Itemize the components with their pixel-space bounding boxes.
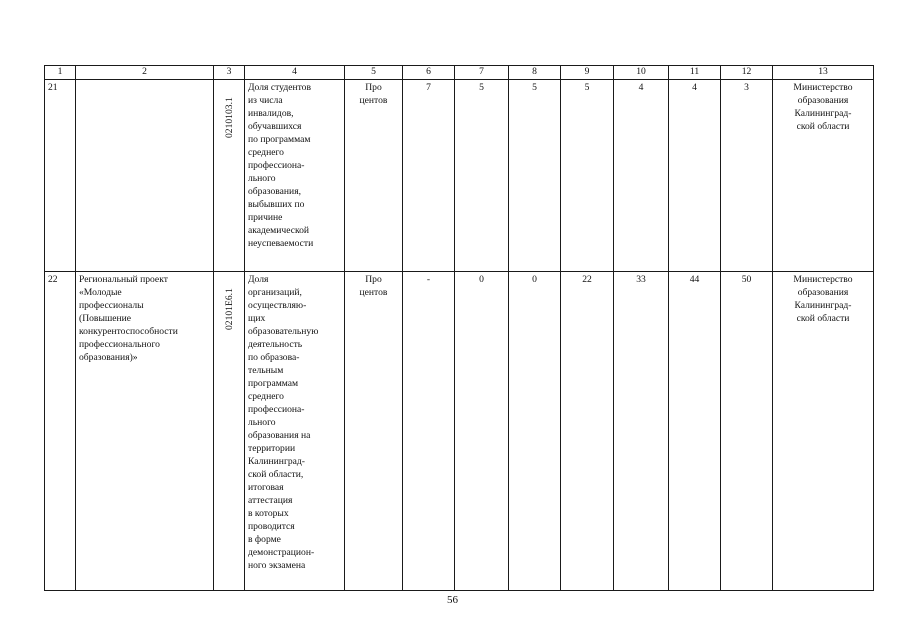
indicator-value: 0 <box>455 272 509 591</box>
indicator-value: 7 <box>403 80 455 272</box>
indicator-value: - <box>403 272 455 591</box>
column-header: 8 <box>509 66 561 80</box>
indicator-value: 22 <box>561 272 614 591</box>
indicator-table <box>44 65 874 591</box>
code-cell <box>214 272 245 591</box>
column-header: 9 <box>561 66 614 80</box>
indicator-value: 3 <box>721 80 773 272</box>
column-header: 5 <box>345 66 403 80</box>
indicator-value: 0 <box>509 272 561 591</box>
indicator-value: 4 <box>614 80 669 272</box>
page-number: 56 <box>447 594 458 606</box>
table-row <box>45 272 874 591</box>
indicator-value: 50 <box>721 272 773 591</box>
column-header: 11 <box>669 66 721 80</box>
column-header: 12 <box>721 66 773 80</box>
responsible-body: Министерство образования Калининград- ской области <box>773 272 874 591</box>
row-number: 22 <box>45 272 76 591</box>
indicator-value: 4 <box>669 80 721 272</box>
indicator-value: 5 <box>455 80 509 272</box>
column-header: 13 <box>773 66 874 80</box>
row-number: 21 <box>45 80 76 272</box>
project-name <box>76 80 214 272</box>
code-cell <box>214 80 245 272</box>
unit-of-measure: Про центов <box>345 80 403 272</box>
project-name: Региональный проект «Молодые профессионалы (Повышение конкурентоспособности профессионального образования)» <box>76 272 214 591</box>
indicator-code: 0210103.1 <box>224 97 235 138</box>
column-header: 6 <box>403 66 455 80</box>
indicator-value: 33 <box>614 272 669 591</box>
indicator-code: 02101E6.1 <box>224 288 235 330</box>
column-header: 10 <box>614 66 669 80</box>
responsible-body: Министерство образования Калининград- ской области <box>773 80 874 272</box>
column-header: 2 <box>76 66 214 80</box>
column-header: 3 <box>214 66 245 80</box>
column-header: 4 <box>245 66 345 80</box>
indicator-value: 44 <box>669 272 721 591</box>
table-row <box>45 80 874 272</box>
column-header: 1 <box>45 66 76 80</box>
unit-of-measure: Про центов <box>345 272 403 591</box>
indicator-value: 5 <box>509 80 561 272</box>
table-header-row <box>45 66 874 80</box>
indicator-name: Доля организаций, осуществляю- щих образовательную деятельность по образова- тельным программам среднего профессиона- льного образования на территории Калининград- ской области, итоговая аттестация в которых проводится в форме демонстрацион- ного экзамена <box>245 272 345 591</box>
column-header: 7 <box>455 66 509 80</box>
indicator-value: 5 <box>561 80 614 272</box>
indicator-name: Доля студентов из числа инвалидов, обучавшихся по программам среднего профессиона- льного образования, выбывших по причине академической неуспеваемости <box>245 80 345 272</box>
